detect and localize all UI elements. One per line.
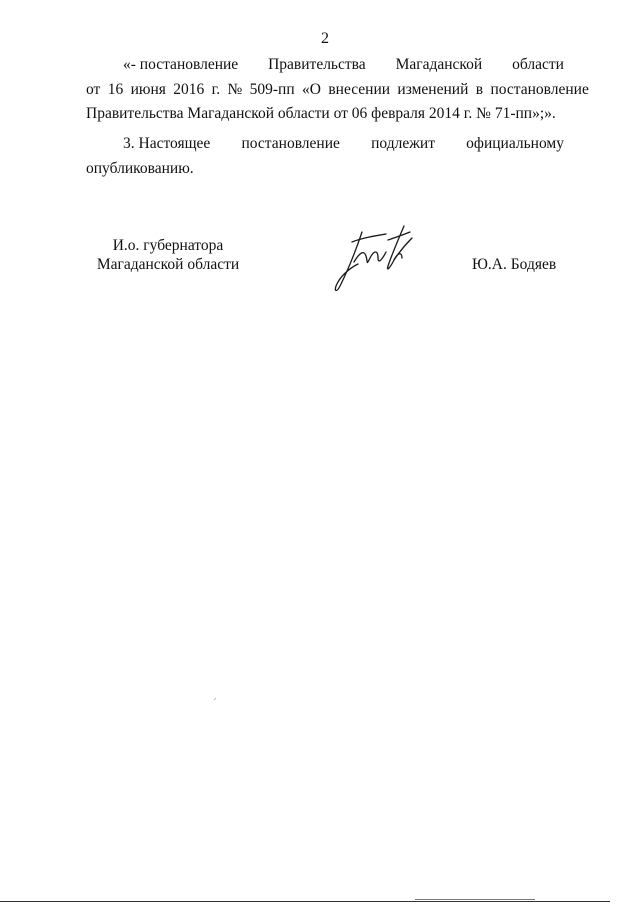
line-text: опубликованию. <box>86 159 194 177</box>
word: области <box>512 56 564 73</box>
word: «- постановление <box>123 56 239 73</box>
paragraph-amendment <box>86 53 589 127</box>
word: официальному <box>466 135 564 152</box>
paragraph-line <box>86 53 564 78</box>
word: постановление <box>241 135 340 152</box>
word: подлежит <box>371 135 435 152</box>
paragraph-line <box>86 102 564 127</box>
paragraph-line <box>86 157 564 182</box>
signatory-title-line: И.о. губернатора <box>112 237 224 254</box>
word: Магаданской <box>395 56 483 73</box>
signatory-title-line: Магаданской области <box>96 256 240 273</box>
paragraph-line <box>86 132 564 157</box>
handwritten-signature-icon <box>332 222 418 296</box>
page-bottom-rule-fragment <box>415 899 535 900</box>
word: 3. Настоящее <box>123 135 211 152</box>
signatory-name: Ю.А. Бодяев <box>472 256 557 273</box>
paragraph-publication <box>86 132 564 181</box>
paragraph-line <box>86 78 589 103</box>
word: Правительства <box>268 56 366 73</box>
line-text: от 16 июня 2016 г. № 509-пп «О внесении изменений в постановление <box>86 80 589 98</box>
page-bottom-rule <box>0 901 610 902</box>
scan-speck-icon <box>213 697 217 701</box>
page-number: 2 <box>321 30 329 47</box>
signatory-title <box>88 236 248 274</box>
line-text: Правительства Магаданской области от 06 февраля 2014 г. № 71-пп»;». <box>86 105 556 122</box>
